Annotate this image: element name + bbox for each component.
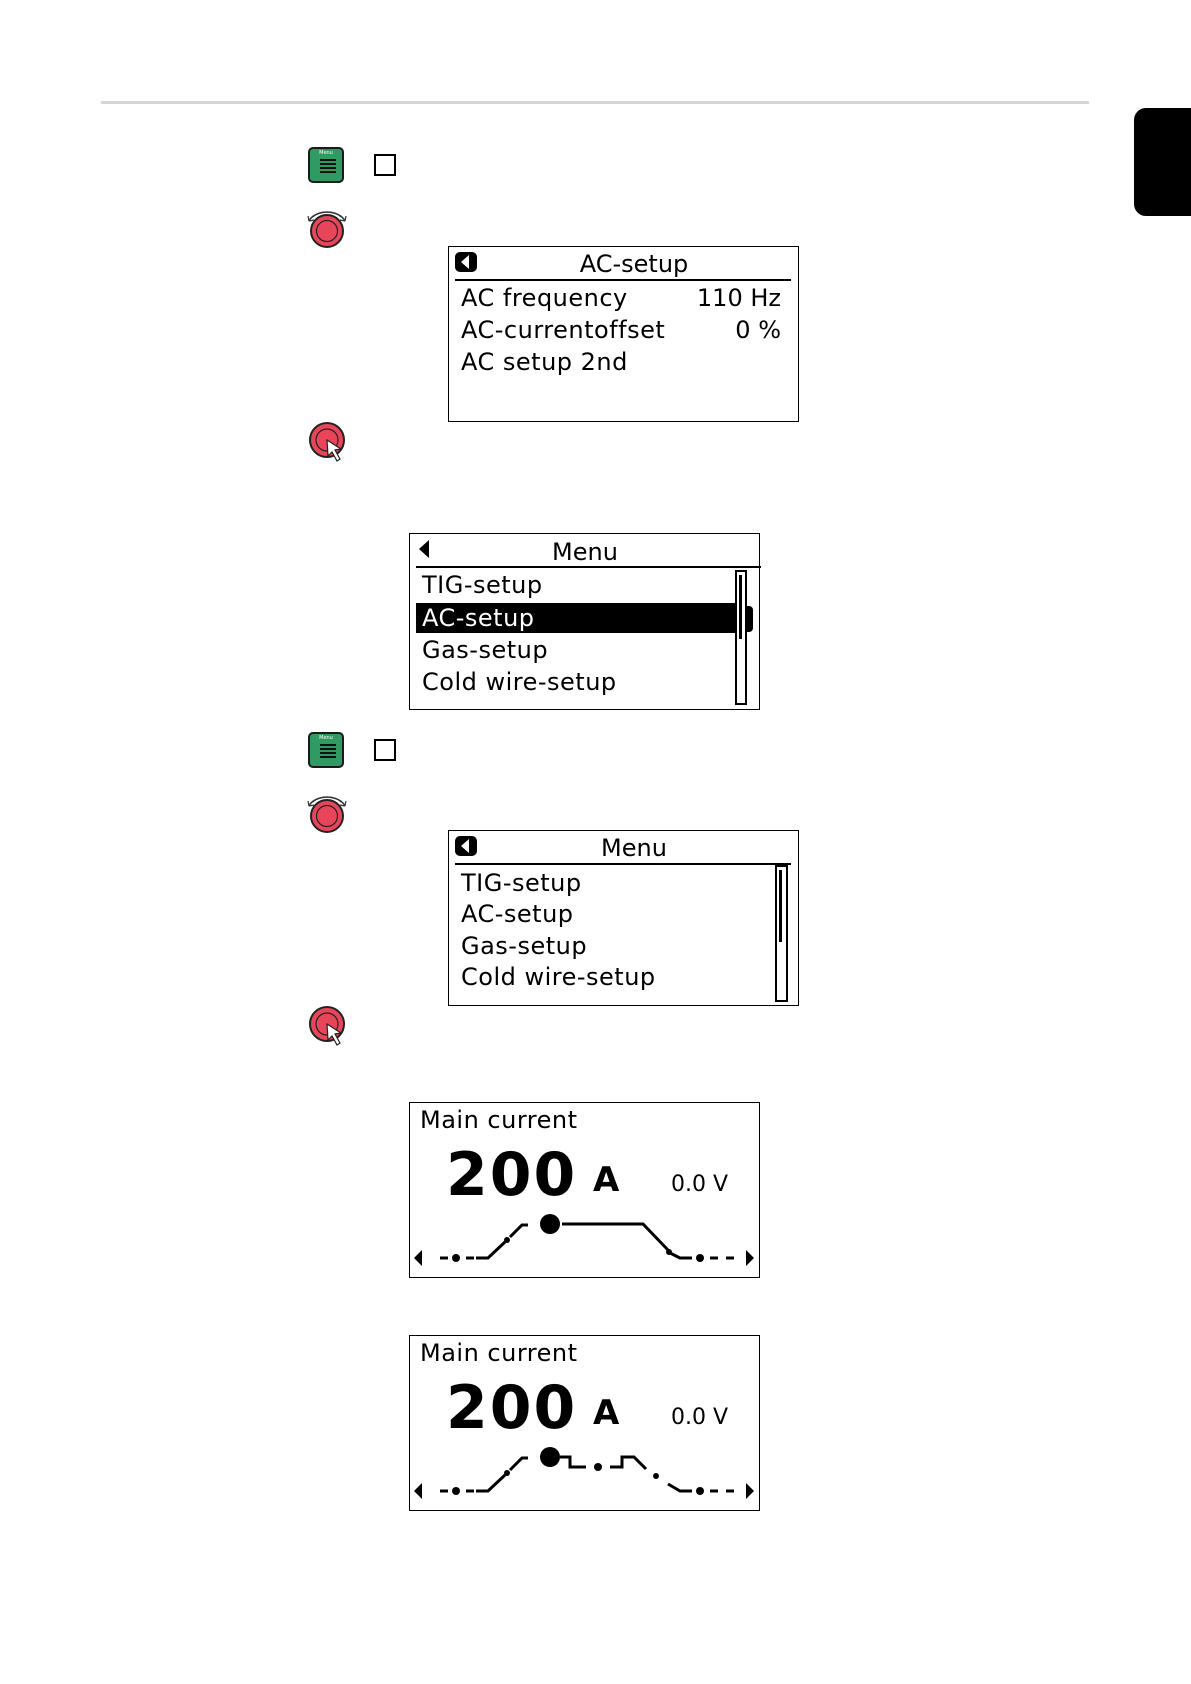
menu-item-cold-wire-setup[interactable]: Cold wire-setup — [461, 963, 656, 991]
lcd-menu — [448, 830, 799, 1006]
lcd-main-current-2 — [409, 1335, 760, 1511]
curve-point — [504, 1470, 510, 1476]
curve-point-active — [540, 1214, 560, 1234]
turn-knob-icon — [305, 203, 349, 249]
row-ac-setup-2nd-label[interactable]: AC setup 2nd — [461, 348, 628, 376]
checkbox[interactable] — [374, 154, 396, 176]
lcd-ac-setup — [448, 246, 799, 422]
turn-knob-icon — [305, 788, 349, 834]
menu-button-icon: Menu — [308, 732, 344, 768]
screen-title: Menu — [601, 834, 667, 862]
curve-point — [594, 1463, 602, 1471]
row-ac-frequency-value: 110 Hz — [696, 284, 781, 312]
back-arrow-icon[interactable] — [416, 538, 432, 560]
press-knob-icon — [307, 420, 351, 466]
title-divider — [416, 566, 761, 568]
curve-point — [696, 1254, 704, 1262]
parameter-label: Main current — [420, 1339, 578, 1367]
voltage-value: 0.0 V — [671, 1405, 729, 1430]
current-value: 200 — [446, 1140, 578, 1210]
back-icon[interactable] — [454, 251, 480, 273]
parameter-label: Main current — [420, 1106, 578, 1134]
curve-right-arrow — [746, 1483, 754, 1499]
curve-point — [504, 1237, 510, 1243]
title-divider — [455, 863, 791, 865]
welding-curve-standard — [410, 1209, 758, 1277]
chapter-tab — [1134, 108, 1191, 216]
menu-item-gas-setup[interactable]: Gas-setup — [422, 636, 549, 664]
header-rule — [101, 101, 1089, 104]
menu-item-gas-setup[interactable]: Gas-setup — [461, 932, 588, 960]
row-ac-currentoffset-label[interactable]: AC-currentoffset — [461, 316, 666, 344]
curve-right-arrow — [746, 1250, 754, 1266]
curve-left-arrow — [414, 1250, 422, 1266]
current-unit: A — [593, 1393, 620, 1433]
screen-title: Menu — [552, 538, 618, 566]
curve-point — [452, 1487, 460, 1495]
lcd-menu-selected — [409, 533, 760, 710]
curve-point — [452, 1254, 460, 1262]
curve-point — [666, 1249, 672, 1255]
scrollbar[interactable] — [775, 865, 788, 1002]
curve-left-arrow — [414, 1483, 422, 1499]
menu-item-ac-setup[interactable]: AC-setup — [461, 900, 574, 928]
menu-item-tig-setup[interactable]: TIG-setup — [461, 869, 582, 897]
press-knob-icon — [307, 1004, 351, 1050]
title-divider — [455, 279, 791, 281]
row-ac-frequency-label[interactable]: AC frequency — [461, 284, 628, 312]
scroll-indicator — [747, 606, 753, 632]
menu-button-icon: Menu — [308, 147, 344, 183]
checkbox[interactable] — [374, 739, 396, 761]
screen-title: AC-setup — [579, 250, 689, 278]
menu-item-cold-wire-setup[interactable]: Cold wire-setup — [422, 668, 617, 696]
row-ac-currentoffset-value: 0 % — [735, 316, 781, 344]
current-unit: A — [593, 1160, 620, 1200]
welding-curve-stepped — [410, 1442, 758, 1510]
lcd-main-current-1 — [409, 1102, 760, 1278]
curve-point — [696, 1487, 704, 1495]
voltage-value: 0.0 V — [671, 1172, 729, 1197]
curve-point-active — [540, 1447, 560, 1467]
menu-item-ac-setup-selected[interactable]: AC-setup — [416, 603, 738, 633]
current-value: 200 — [446, 1373, 578, 1443]
curve-point — [653, 1473, 659, 1479]
scrollbar[interactable] — [735, 570, 747, 705]
menu-item-tig-setup[interactable]: TIG-setup — [422, 571, 543, 599]
back-icon[interactable] — [454, 835, 480, 857]
